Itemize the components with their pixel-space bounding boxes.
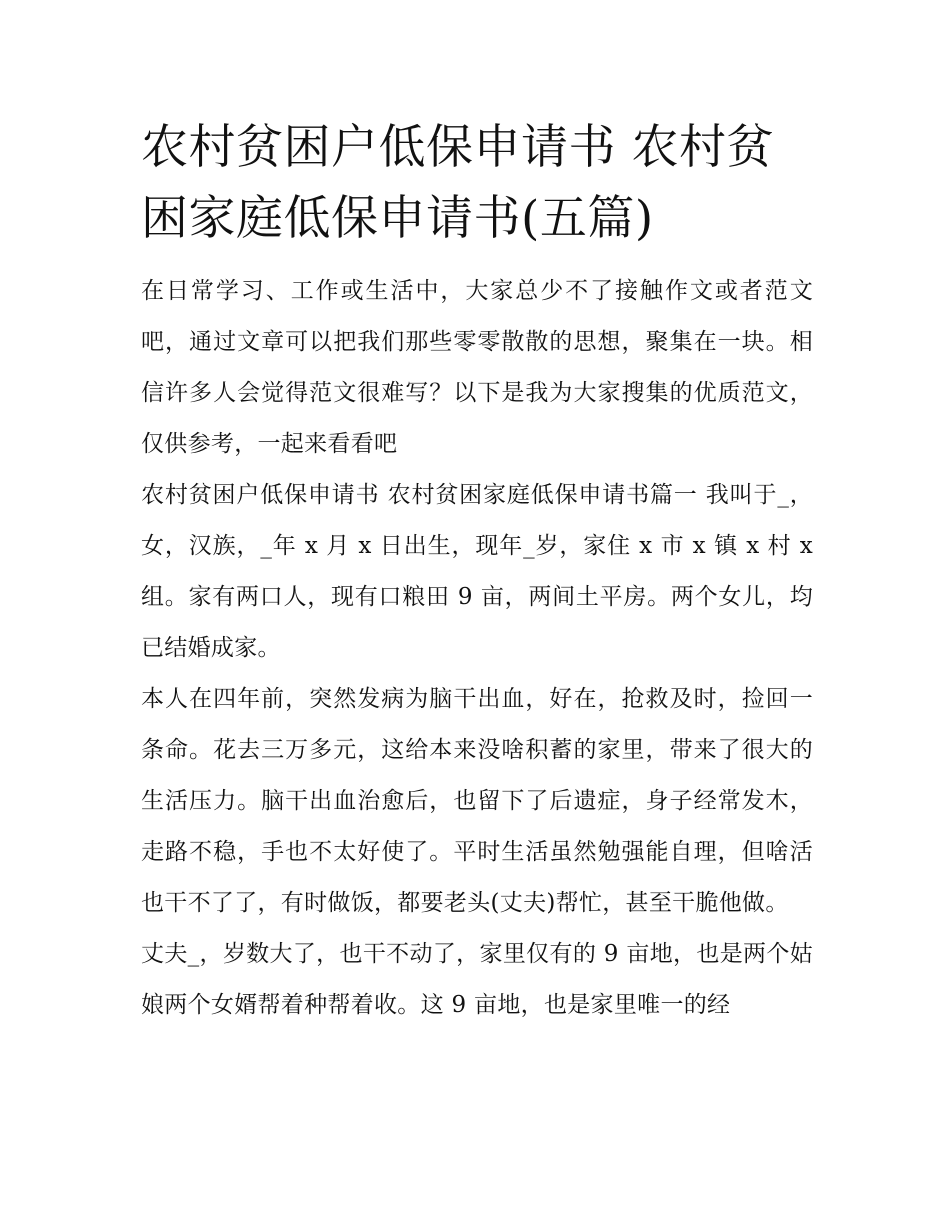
paragraph-intro: 在日常学习、工作或生活中，大家总少不了接触作文或者范文吧，通过文章可以把我们那些零零散散的思想，聚集在一块。相信许多人会觉得范文很难写？以下是我为大家搜集的优质范文，仅供参考，一起来看看吧: [141, 278, 813, 457]
paragraph-husband: 丈夫_，岁数大了，也干不动了，家里仅有的 9 亩地，也是两个姑娘两个女婿帮着种帮着收。这 9 亩地，也是家里唯一的经: [141, 941, 813, 1018]
document-body: [141, 112, 813, 1031]
document-title: 农村贫困户低保申请书 农村贫困家庭低保申请书(五篇): [141, 120, 774, 246]
paragraph-illness: 本人在四年前，突然发病为脑干出血，好在，抢救及时，捡回一条命。花去三万多元，这给本来没啥积蓄的家里，带来了很大的生活压力。脑干出血治愈后，也留下了后遗症，身子经常发木，走路不稳，手也不太好使了。平时生活虽然勉强能自理，但啥活也干不了了，有时做饭，都要老头(丈夫)帮忙，甚至干脆他做。: [141, 686, 813, 916]
paragraph-applicant-info: 农村贫困户低保申请书 农村贫困家庭低保申请书篇一 我叫于_，女，汉族，_年 x 月 x 日出生，现年_岁，家住 x 市 x 镇 x 村 x 组。家有两口人，现有口粮田 9 亩，两间土平房。两个女儿，均已结婚成家。: [141, 482, 813, 661]
